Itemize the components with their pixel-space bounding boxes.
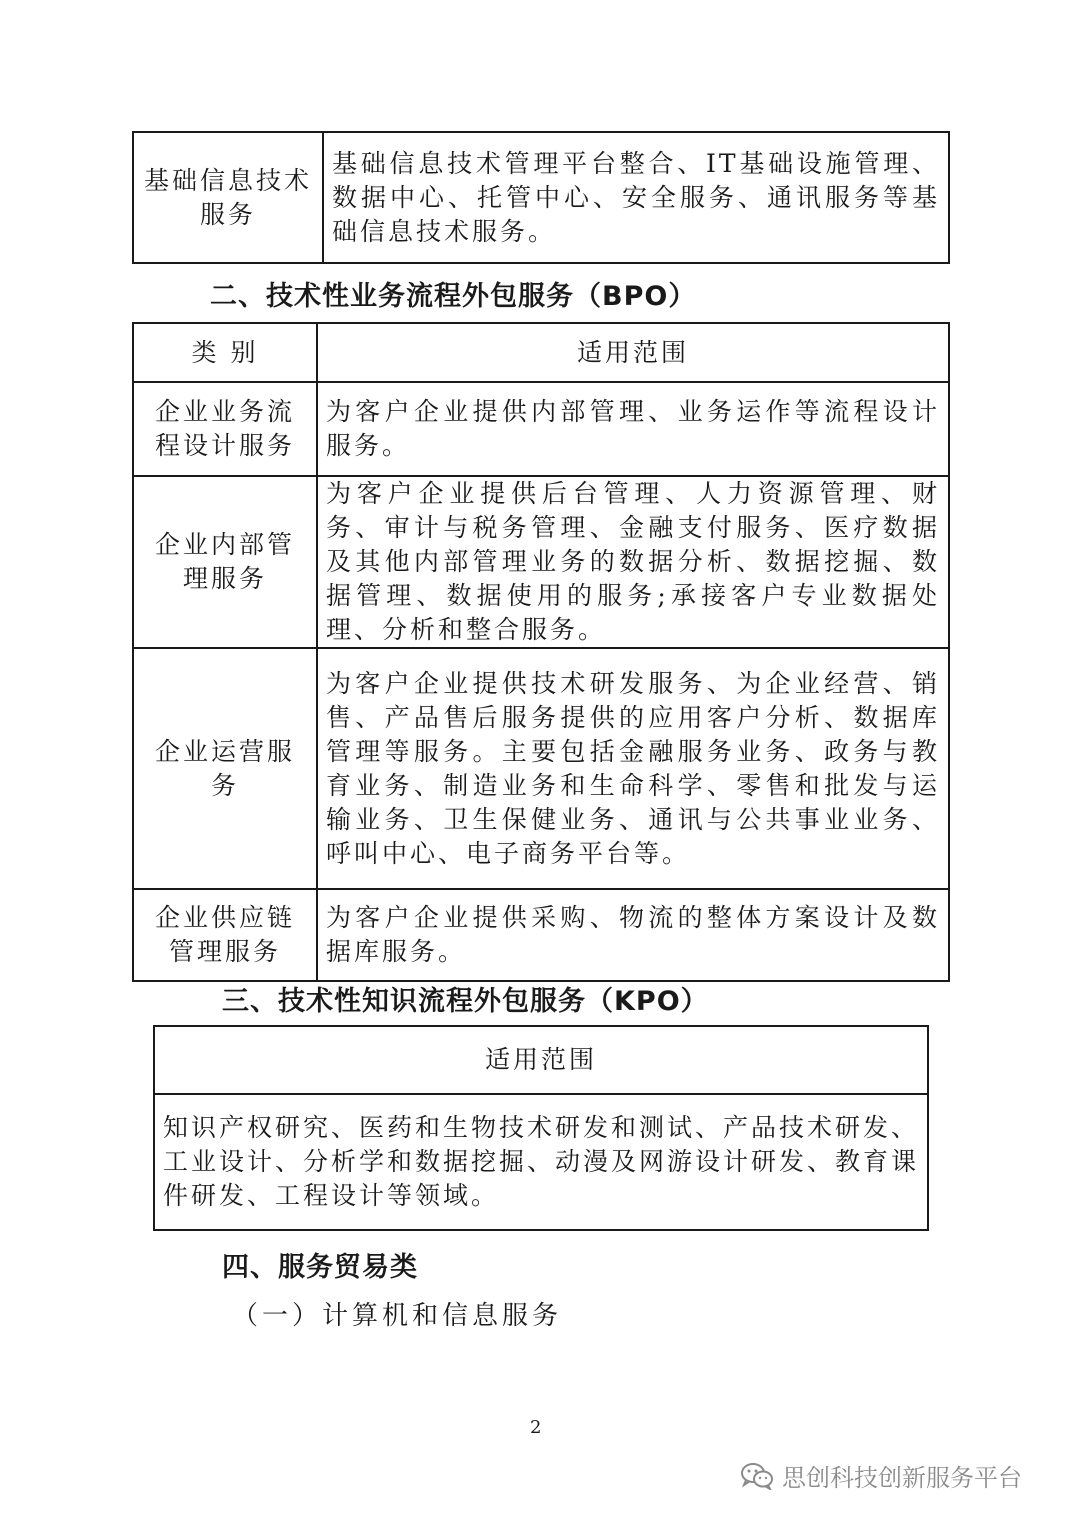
watermark-text: 思创科技创新服务平台 — [782, 1464, 1022, 1492]
scope-cell: 知识产权研究、医药和生物技术研发和测试、产品技术研发、工业设计、分析学和数据挖掘、动漫及网游设计研发、教育课件研发、工程设计等领域。 — [154, 1094, 928, 1230]
table-row — [154, 1094, 928, 1230]
scope-cell: 为客户企业提供后台管理、人力资源管理、财务、审计与税务管理、金融支付服务、医疗数据及其他内部管理业务的数据分析、数据挖掘、数据管理、数据使用的服务;承接客户专业数据处理、分析和整合服务。 — [317, 476, 949, 648]
watermark — [740, 1458, 1022, 1493]
table-header-row — [154, 1026, 928, 1094]
page-number: 2 — [530, 1417, 542, 1438]
section-heading-bpo: 二、技术性业务流程外包服务（BPO） — [210, 281, 697, 312]
header-scope: 适用范围 — [317, 323, 949, 382]
table-bpo — [132, 322, 950, 982]
category-cell: 企业业务流程设计服务 — [133, 382, 317, 476]
section-heading-service-trade: 四、服务贸易类 — [222, 1252, 418, 1283]
header-category: 类 别 — [133, 323, 317, 382]
scope-cell: 基础信息技术管理平台整合、IT基础设施管理、数据中心、托管中心、安全服务、通讯服务等基础信息技术服务。 — [323, 132, 949, 263]
section-heading-kpo: 三、技术性知识流程外包服务（KPO） — [222, 986, 709, 1017]
table-row — [133, 476, 949, 648]
scope-cell: 为客户企业提供内部管理、业务运作等流程设计服务。 — [317, 382, 949, 476]
table-row — [133, 889, 949, 981]
table-row — [133, 648, 949, 889]
table-row — [133, 132, 949, 263]
category-cell: 基础信息技术服务 — [133, 132, 323, 263]
wechat-icon — [740, 1462, 774, 1490]
table-kpo — [153, 1025, 929, 1231]
category-cell: 企业内部管理服务 — [133, 476, 317, 648]
table-infrastructure — [132, 131, 950, 264]
category-cell: 企业供应链管理服务 — [133, 889, 317, 981]
table-row — [133, 382, 949, 476]
scope-cell: 为客户企业提供技术研发服务、为企业经营、销售、产品售后服务提供的应用客户分析、数据库管理等服务。主要包括金融服务业务、政务与教育业务、制造业务和生命科学、零售和批发与运输业务、卫生保健业务、通讯与公共事业业务、呼叫中心、电子商务平台等。 — [317, 648, 949, 889]
category-cell: 企业运营服务 — [133, 648, 317, 889]
scope-cell: 为客户企业提供采购、物流的整体方案设计及数据库服务。 — [317, 889, 949, 981]
table-header-row — [133, 323, 949, 382]
subsection-heading-computer-info: （一）计算机和信息服务 — [232, 1301, 563, 1331]
header-scope: 适用范围 — [154, 1026, 928, 1094]
